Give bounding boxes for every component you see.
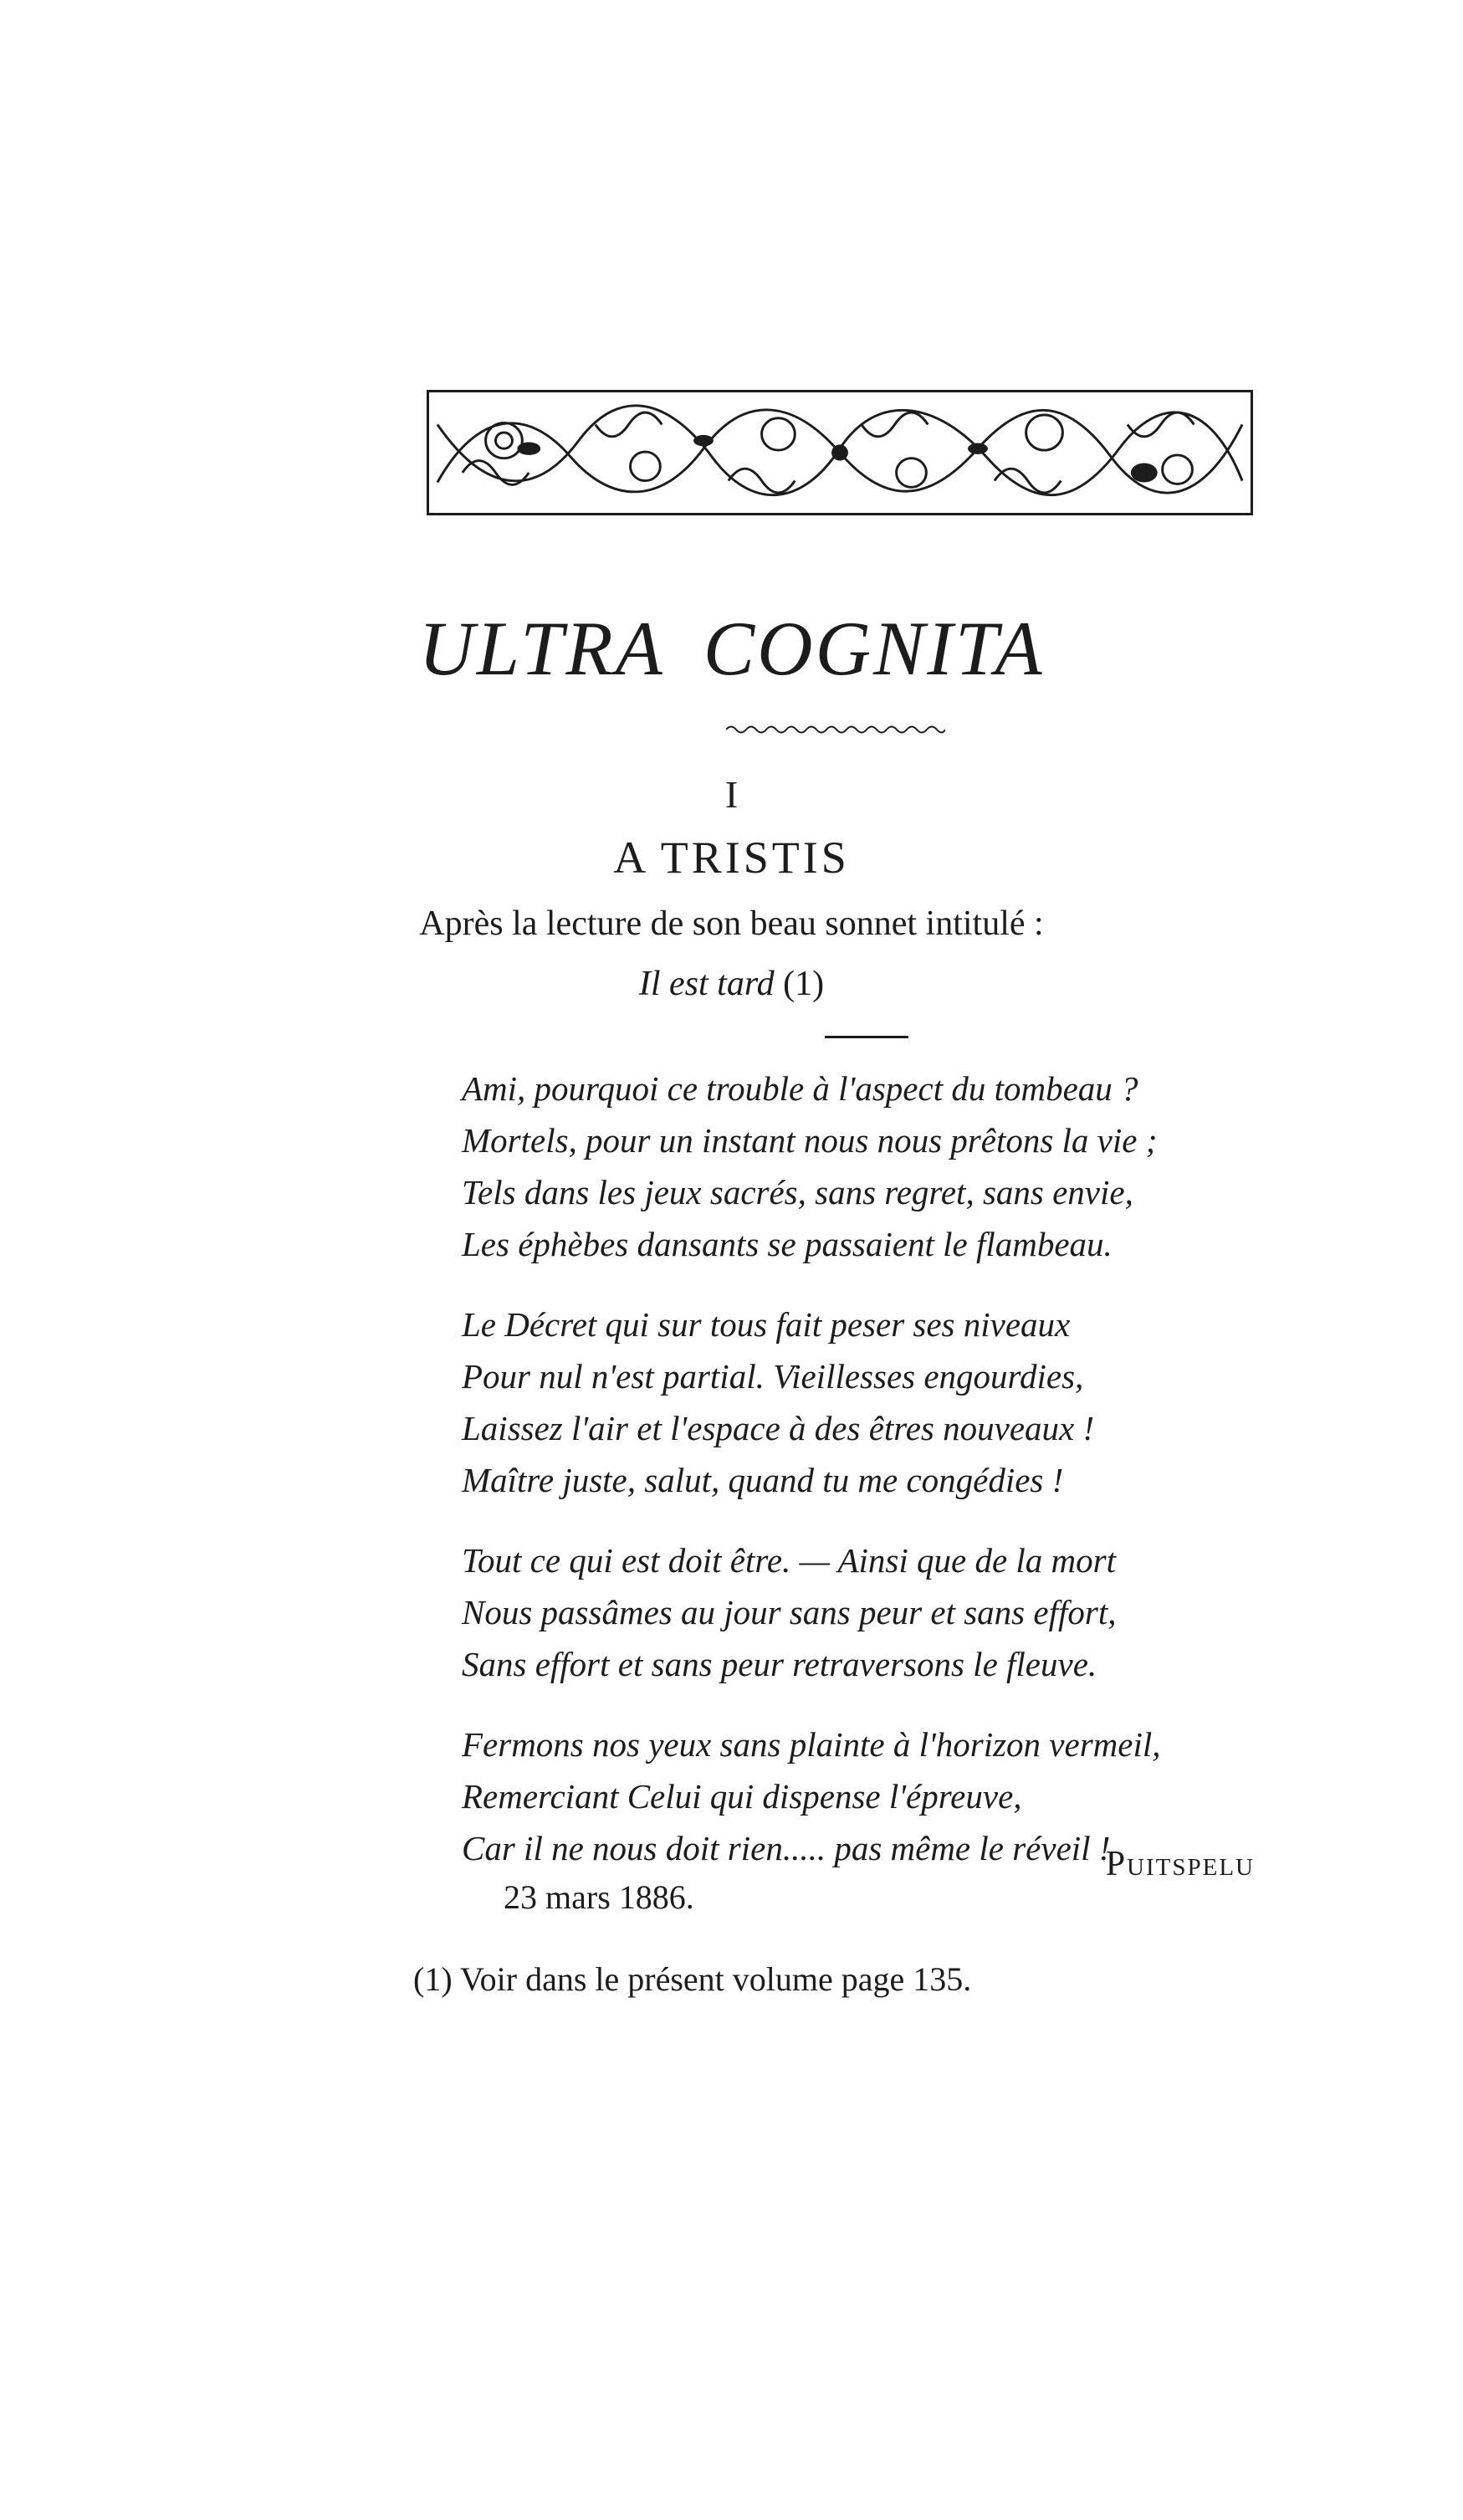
title-word-2: COGNITA bbox=[703, 606, 1045, 691]
poem-line: Les éphèbes dansants se passaient le flambeau. bbox=[462, 1225, 1113, 1263]
page-title bbox=[0, 602, 1463, 694]
poem-line: Tels dans les jeux sacrés, sans regret, sans envie, bbox=[462, 1173, 1133, 1211]
floral-ornament-icon bbox=[429, 392, 1251, 513]
poem-line: Fermons nos yeux sans plainte à l'horizon vermeil, bbox=[462, 1725, 1161, 1764]
poem-line: Laissez l'air et l'espace à des êtres nouveaux ! bbox=[462, 1409, 1095, 1447]
stanza bbox=[462, 1298, 1298, 1506]
poem-line: Car il ne nous doit rien..... pas même le réveil ! bbox=[462, 1829, 1111, 1867]
poem-line: Le Décret qui sur tous fait peser ses niveaux bbox=[462, 1305, 1071, 1344]
author-signature: Puitspelu bbox=[1105, 1845, 1255, 1883]
title-word-1: ULTRA bbox=[418, 606, 665, 691]
sonnet-title: Il est tard bbox=[638, 965, 775, 1003]
short-rule bbox=[825, 1036, 908, 1038]
stanza bbox=[462, 1063, 1298, 1270]
poem-line: Mortels, pour un instant nous nous prêtons la vie ; bbox=[462, 1121, 1158, 1160]
footnote: (1) Voir dans le présent volume page 135. bbox=[413, 1960, 972, 1998]
poem-line: Tout ce qui est doit être. — Ainsi que de la mort bbox=[462, 1541, 1117, 1580]
poem-line: Remerciant Celui qui dispense l'épreuve, bbox=[462, 1777, 1022, 1816]
section-heading: A TRISTIS bbox=[613, 832, 850, 883]
footnote-marker: (1) bbox=[783, 965, 825, 1003]
poem-date: 23 mars 1886. bbox=[504, 1878, 694, 1916]
section-subheading: Après la lecture de son beau sonnet intitulé : bbox=[419, 904, 1044, 943]
poem-line: Sans effort et sans peur retraversons le fleuve. bbox=[462, 1645, 1097, 1683]
sonnet-reference bbox=[0, 959, 1463, 1009]
poem bbox=[462, 1063, 1298, 1903]
section-numeral: I bbox=[724, 773, 739, 816]
wavy-divider-icon bbox=[726, 723, 945, 736]
poem-line: Nous passâmes au jour sans peur et sans effort, bbox=[462, 1593, 1117, 1631]
poem-line: Maître juste, salut, quand tu me congédies ! bbox=[462, 1461, 1064, 1499]
decorative-headpiece bbox=[427, 390, 1253, 515]
poem-line: Ami, pourquoi ce trouble à l'aspect du tombeau ? bbox=[462, 1069, 1138, 1108]
poem-line: Pour nul n'est partial. Vieillesses engourdies, bbox=[462, 1357, 1084, 1396]
stanza bbox=[462, 1534, 1298, 1690]
